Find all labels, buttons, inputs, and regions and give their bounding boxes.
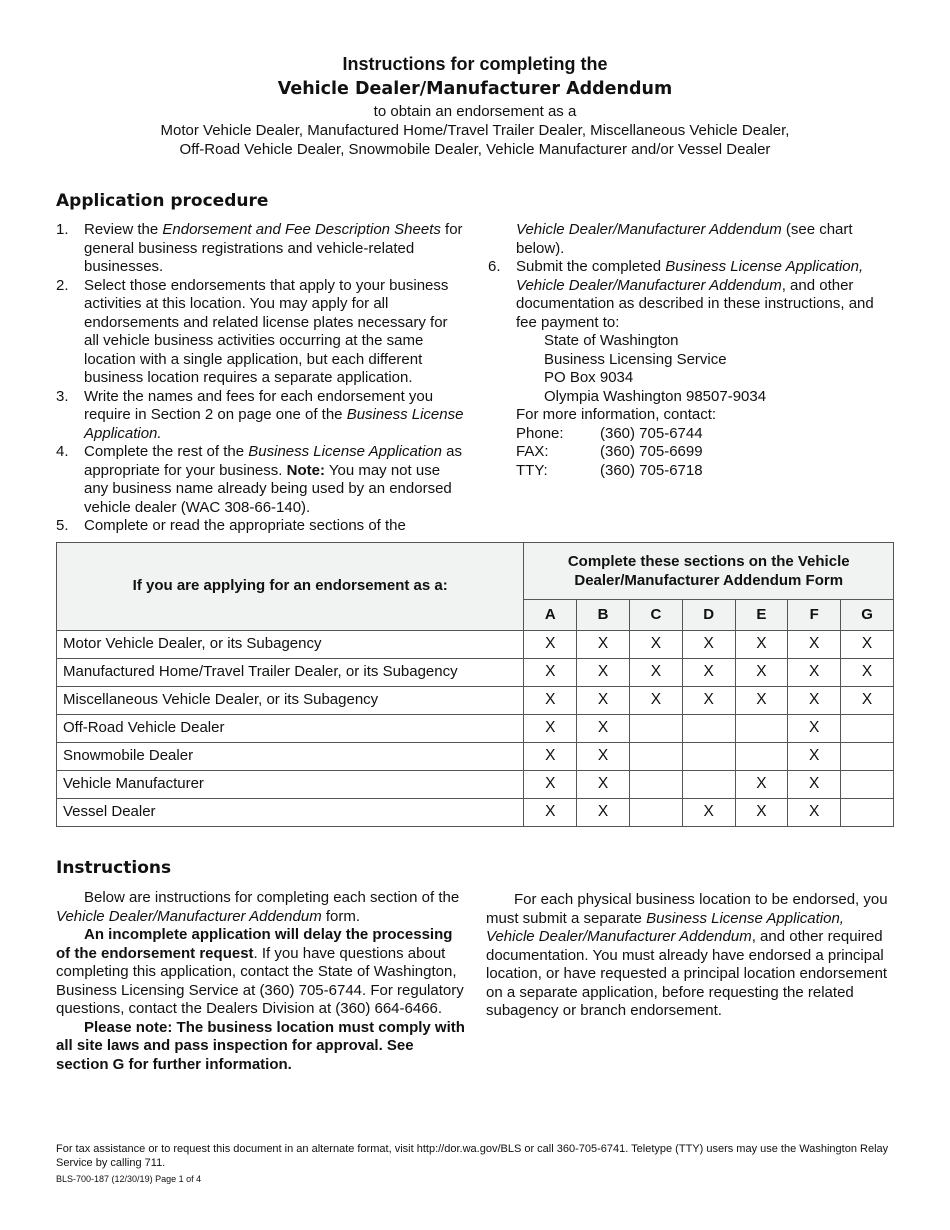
section-mark: X xyxy=(629,631,682,659)
procedure-step-4: 4. Complete the rest of the Business License Application as appropriate for your business. Note: You may not use any business name already being used by an endorsed vehicle dealer (WAC 308-66-140). xyxy=(56,443,463,516)
section-mark xyxy=(682,743,735,771)
section-mark: X xyxy=(788,771,841,799)
section-mark: X xyxy=(788,659,841,687)
section-mark: X xyxy=(841,659,894,687)
instructions-left-column xyxy=(56,889,466,1074)
section-letter-header: E xyxy=(735,600,788,631)
table-row xyxy=(57,799,894,827)
section-mark: X xyxy=(788,799,841,827)
section-mark: X xyxy=(524,743,577,771)
instructions-paragraph-1: Below are instructions for completing each section of the Vehicle Dealer/Manufacturer Addendum form. xyxy=(56,889,460,925)
section-mark: X xyxy=(788,687,841,715)
header-title-line1: Instructions for completing the xyxy=(342,54,608,74)
section-mark: X xyxy=(682,687,735,715)
procedure-step-6: 6. Submit the completed Business License Application, Vehicle Dealer/Manufacturer Addendum, and other documentation as described in these instructions, and fee payment to: xyxy=(488,258,874,331)
section-mark: X xyxy=(735,771,788,799)
chart-group-header: Complete these sections on the Vehicle Dealer/Manufacturer Addendum Form xyxy=(524,543,894,600)
procedure-step-5: 5. Complete or read the appropriate sections of the xyxy=(56,517,406,534)
section-mark: X xyxy=(524,687,577,715)
table-row xyxy=(57,743,894,771)
endorsement-type: Motor Vehicle Dealer, or its Subagency xyxy=(57,631,524,659)
address-line: PO Box 9034 xyxy=(544,369,634,386)
procedure-step-1: 1. Review the Endorsement and Fee Description Sheets for general business registrations and vehicle-related businesses. xyxy=(56,221,463,275)
endorsement-type: Snowmobile Dealer xyxy=(57,743,524,771)
endorsement-type: Off-Road Vehicle Dealer xyxy=(57,715,524,743)
header-subtitle: to obtain an endorsement as a xyxy=(373,103,577,120)
section-mark: X xyxy=(577,715,630,743)
section-mark: X xyxy=(524,715,577,743)
section-mark: X xyxy=(577,631,630,659)
contact-fax: FAX: (360) 705-6699 xyxy=(516,443,703,460)
section-mark: X xyxy=(735,659,788,687)
table-row xyxy=(57,715,894,743)
section-mark: X xyxy=(682,659,735,687)
document-header xyxy=(0,52,950,159)
instructions-heading: Instructions xyxy=(56,858,172,878)
section-mark xyxy=(735,743,788,771)
contact-phone: Phone: (360) 705-6744 xyxy=(516,424,703,442)
form-id: BLS-700-187 (12/30/19) Page 1 of 4 xyxy=(56,1174,202,1184)
section-mark: X xyxy=(524,631,577,659)
procedure-step-2: 2. Select those endorsements that apply to your business activities at this location. You may apply for all endorsements and related license plates necessary for all vehicle business activities occurring at the same location with a single application, but each different business location requires a separate application. xyxy=(56,276,449,386)
address-line: Olympia Washington 98507-9034 xyxy=(544,387,767,405)
section-mark xyxy=(629,715,682,743)
step-number: 3. xyxy=(56,387,69,405)
section-mark xyxy=(735,715,788,743)
endorsement-type: Manufactured Home/Travel Trailer Dealer, or its Subagency xyxy=(57,659,524,687)
instructions-paragraph-2: An incomplete application will delay the processing of the endorsement request. If you have questions about completing this application, contact the State of Washington, Business Licensing Service at (360) 705-6744. For regulatory questions, contact the Dealers Division at (360) 664-6466. xyxy=(56,926,464,1017)
table-row xyxy=(57,659,894,687)
instructions-paragraph-3: Please note: The business location must comply with all site laws and pass inspection for approval. See section G for further information. xyxy=(56,1018,465,1073)
section-mark: X xyxy=(788,631,841,659)
section-letter-header: G xyxy=(841,600,894,631)
section-letter-header: D xyxy=(682,600,735,631)
step-number: 4. xyxy=(56,443,69,460)
instructions-paragraph-4: For each physical business location to be endorsed, you must submit a separate Business License Application, Vehicle Dealer/Manufacturer Addendum, and other required documentation. You must already have endorsed a principal location, or have requested a principal location endorsement on a separate application, before requesting the related subagency or branch endorsement. xyxy=(486,891,888,1019)
contact-tty: TTY: (360) 705-6718 xyxy=(516,461,703,479)
header-title-line2: Vehicle Dealer/Manufacturer Addendum xyxy=(277,79,673,99)
section-mark: X xyxy=(577,743,630,771)
section-mark: X xyxy=(577,771,630,799)
section-mark: X xyxy=(682,631,735,659)
section-mark xyxy=(682,771,735,799)
section-mark: X xyxy=(788,715,841,743)
table-row xyxy=(57,631,894,659)
step-number: 5. xyxy=(56,517,69,534)
section-mark: X xyxy=(524,799,577,827)
table-row xyxy=(57,687,894,715)
procedure-step-5-continued: Vehicle Dealer/Manufacturer Addendum (see chart below). xyxy=(516,221,853,257)
address-line: State of Washington xyxy=(544,332,679,349)
section-mark: X xyxy=(524,771,577,799)
endorsement-sections-chart xyxy=(56,542,894,827)
section-mark: X xyxy=(629,659,682,687)
section-mark: X xyxy=(735,687,788,715)
step-number: 1. xyxy=(56,221,69,238)
step-number: 2. xyxy=(56,276,69,294)
section-mark xyxy=(682,715,735,743)
section-mark xyxy=(841,799,894,827)
endorsement-type: Vessel Dealer xyxy=(57,799,524,827)
section-mark: X xyxy=(788,743,841,771)
section-mark: X xyxy=(577,659,630,687)
section-mark: X xyxy=(841,687,894,715)
application-procedure-heading: Application procedure xyxy=(56,191,269,211)
address-line: Business Licensing Service xyxy=(544,350,727,368)
section-mark: X xyxy=(841,631,894,659)
section-mark xyxy=(841,771,894,799)
section-mark xyxy=(629,799,682,827)
procedure-step-3: 3. Write the names and fees for each endorsement you require in Section 2 on page one of the Business License Application. xyxy=(56,387,464,442)
header-dealer-types-2: Off-Road Vehicle Dealer, Snowmobile Dealer, Vehicle Manufacturer and/or Vessel Dealer xyxy=(179,141,771,158)
section-mark xyxy=(629,771,682,799)
section-mark: X xyxy=(682,799,735,827)
header-dealer-types-1: Motor Vehicle Dealer, Manufactured Home/Travel Trailer Dealer, Miscellaneous Vehicle Dealer, xyxy=(160,122,790,139)
procedure-right-column xyxy=(488,221,898,480)
procedure-left-column xyxy=(56,221,466,536)
mailing-address xyxy=(488,332,898,406)
endorsement-sheets-title: Endorsement and Fee Description Sheets xyxy=(162,221,441,238)
endorsement-type: Miscellaneous Vehicle Dealer, or its Subagency xyxy=(57,687,524,715)
section-mark xyxy=(841,715,894,743)
more-info-label: For more information, contact: xyxy=(516,406,717,423)
section-mark: X xyxy=(735,631,788,659)
chart-main-header: If you are applying for an endorsement as a: xyxy=(57,543,524,631)
section-mark: X xyxy=(577,687,630,715)
section-mark: X xyxy=(524,659,577,687)
section-letter-header: A xyxy=(524,600,577,631)
section-letter-header: C xyxy=(629,600,682,631)
table-row xyxy=(57,771,894,799)
endorsement-type: Vehicle Manufacturer xyxy=(57,771,524,799)
footer-note: For tax assistance or to request this document in an alternate format, visit http://dor.wa.gov/BLS or call 360-705-6741. Teletype (TTY) users may use the Washington Relay Service by calling 711. xyxy=(56,1143,889,1169)
section-mark: X xyxy=(629,687,682,715)
section-letter-header: B xyxy=(577,600,630,631)
section-letter-header: F xyxy=(788,600,841,631)
step-number: 6. xyxy=(488,258,501,275)
section-mark: X xyxy=(577,799,630,827)
section-mark xyxy=(629,743,682,771)
section-mark: X xyxy=(735,799,788,827)
section-mark xyxy=(841,743,894,771)
instructions-right-column xyxy=(486,891,896,1021)
